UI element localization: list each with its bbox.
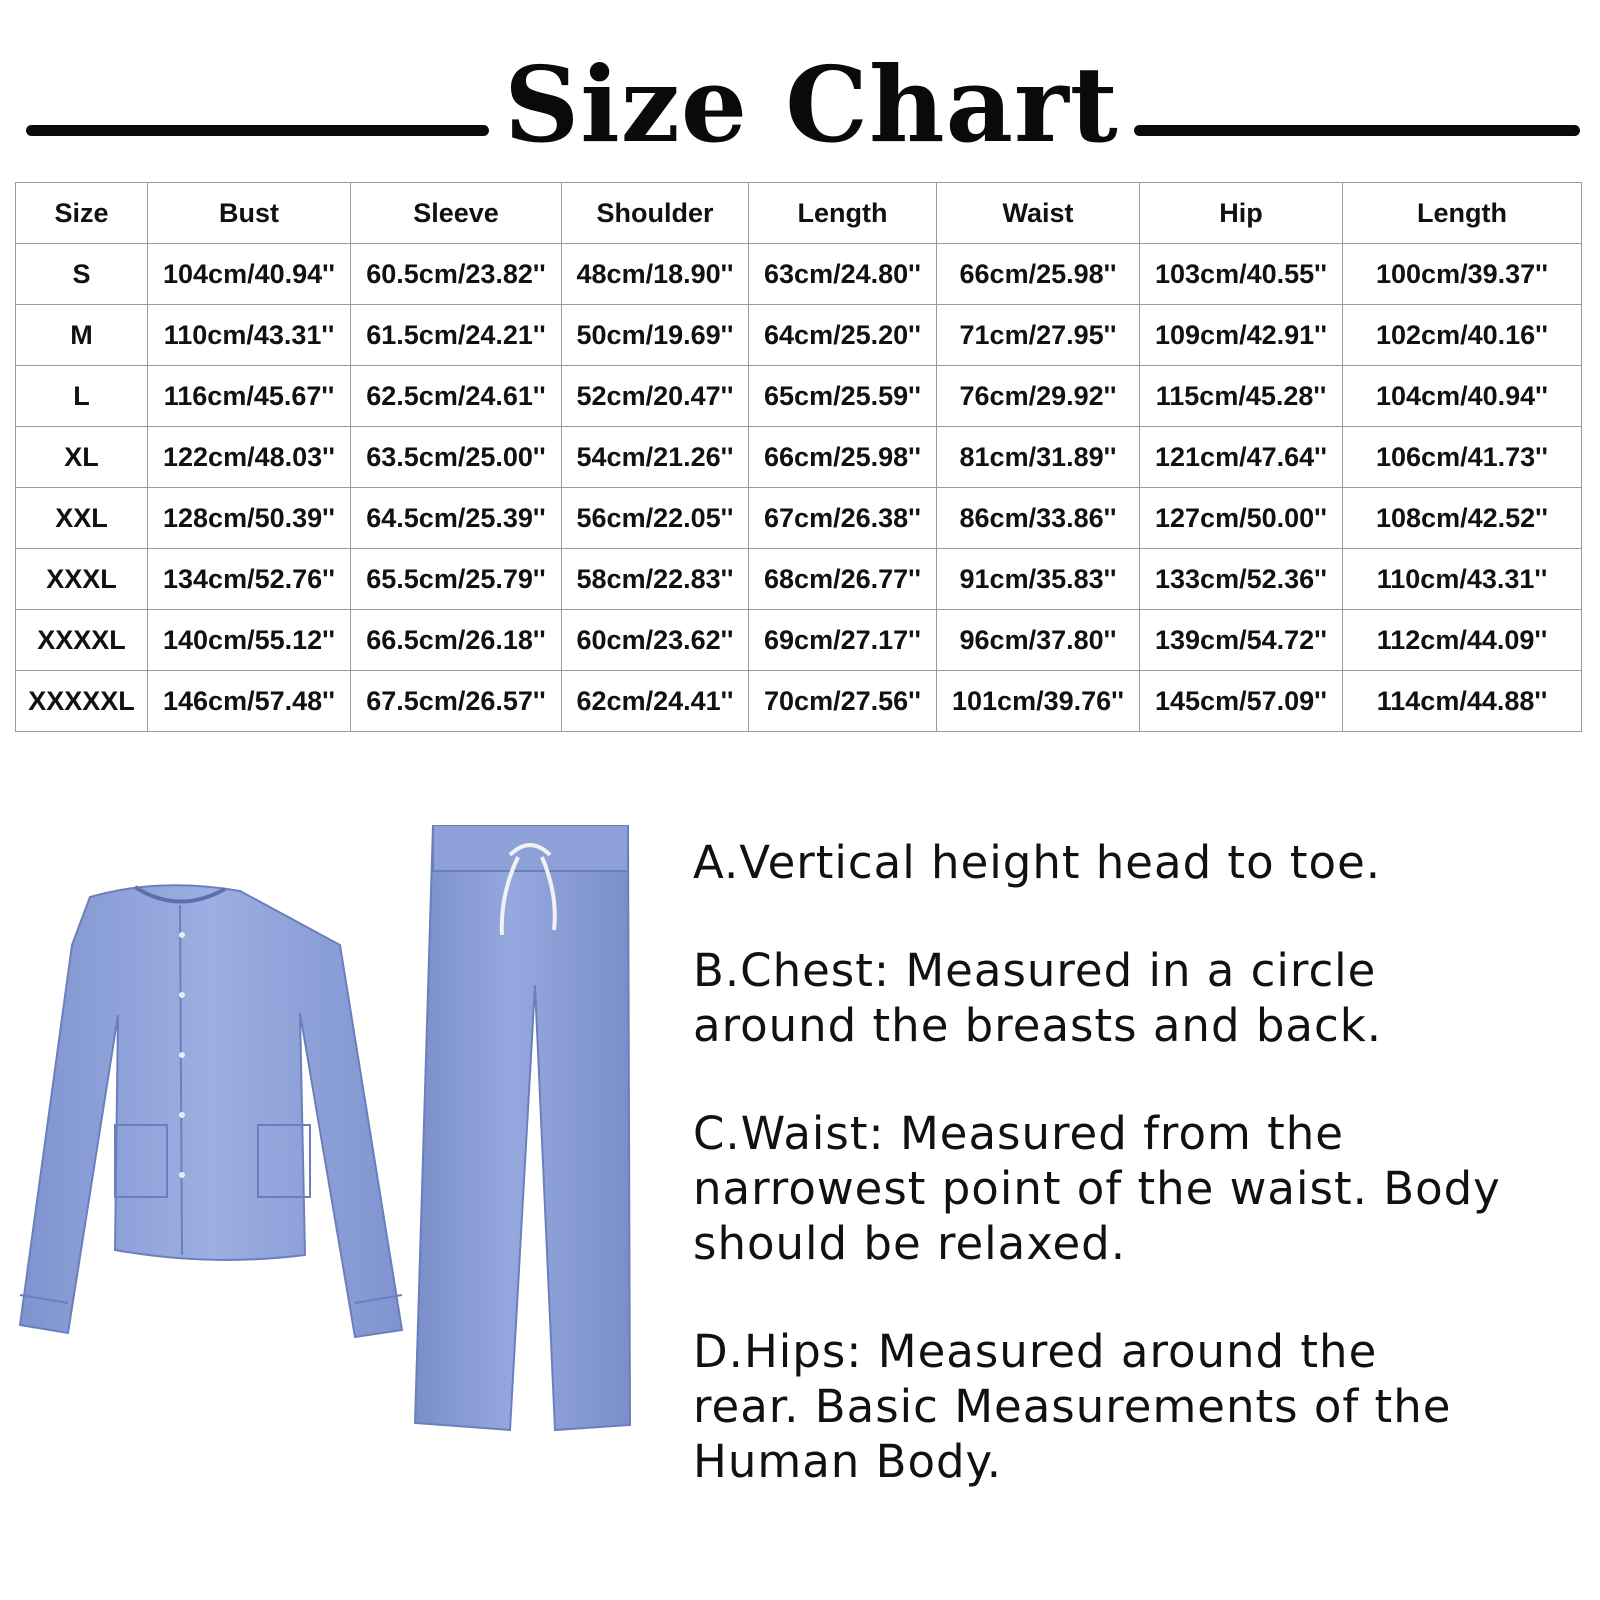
table-cell: 127cm/50.00'': [1140, 488, 1343, 549]
table-cell: 91cm/35.83'': [937, 549, 1140, 610]
table-cell: 58cm/22.83'': [562, 549, 749, 610]
note-0: [693, 835, 1583, 890]
table-cell: XL: [16, 427, 148, 488]
table-cell: 106cm/41.73'': [1343, 427, 1582, 488]
table-cell: 104cm/40.94'': [1343, 366, 1582, 427]
table-cell: 103cm/40.55'': [1140, 244, 1343, 305]
table-cell: 133cm/52.36'': [1140, 549, 1343, 610]
table-cell: 110cm/43.31'': [148, 305, 351, 366]
size-table: [15, 182, 1582, 732]
table-cell: 60cm/23.62'': [562, 610, 749, 671]
table-cell: 145cm/57.09'': [1140, 671, 1343, 732]
table-cell: 121cm/47.64'': [1140, 427, 1343, 488]
table-cell: 96cm/37.80'': [937, 610, 1140, 671]
note-line: D.Hips: Measured around the: [693, 1325, 1378, 1378]
table-cell: 61.5cm/24.21'': [351, 305, 562, 366]
note-3: [693, 1324, 1583, 1489]
note-line: Human Body.: [693, 1435, 1003, 1488]
table-cell: 63cm/24.80'': [749, 244, 937, 305]
table-cell: 134cm/52.76'': [148, 549, 351, 610]
table-cell: XXXXL: [16, 610, 148, 671]
column-header-3: Shoulder: [562, 183, 749, 244]
note-line: B.Chest: Measured in a circle: [693, 944, 1377, 997]
table-cell: 64.5cm/25.39'': [351, 488, 562, 549]
note-line: around the breasts and back.: [693, 999, 1383, 1052]
table-cell: 67cm/26.38'': [749, 488, 937, 549]
table-header-row: [16, 183, 1582, 244]
table-row: [16, 488, 1582, 549]
table-row: [16, 427, 1582, 488]
table-cell: M: [16, 305, 148, 366]
table-cell: 70cm/27.56'': [749, 671, 937, 732]
table-cell: 100cm/39.37'': [1343, 244, 1582, 305]
column-header-4: Length: [749, 183, 937, 244]
table-body: [16, 244, 1582, 732]
table-cell: 68cm/26.77'': [749, 549, 937, 610]
table-cell: 110cm/43.31'': [1343, 549, 1582, 610]
table-cell: S: [16, 244, 148, 305]
table-cell: 71cm/27.95'': [937, 305, 1140, 366]
table-row: [16, 244, 1582, 305]
column-header-6: Hip: [1140, 183, 1343, 244]
measurement-notes: [693, 835, 1583, 1489]
column-header-7: Length: [1343, 183, 1582, 244]
column-header-0: Size: [16, 183, 148, 244]
table-cell: 109cm/42.91'': [1140, 305, 1343, 366]
table-cell: 86cm/33.86'': [937, 488, 1140, 549]
table-cell: 128cm/50.39'': [148, 488, 351, 549]
table-cell: 115cm/45.28'': [1140, 366, 1343, 427]
table-cell: 104cm/40.94'': [148, 244, 351, 305]
note-line: should be relaxed.: [693, 1217, 1127, 1270]
table-cell: 50cm/19.69'': [562, 305, 749, 366]
column-header-1: Bust: [148, 183, 351, 244]
table-cell: 64cm/25.20'': [749, 305, 937, 366]
table-row: [16, 671, 1582, 732]
page-title: Size Chart: [504, 43, 1119, 166]
product-photo: [10, 825, 660, 1475]
table-cell: 66cm/25.98'': [749, 427, 937, 488]
table-cell: 116cm/45.67'': [148, 366, 351, 427]
table-cell: 65.5cm/25.79'': [351, 549, 562, 610]
table-row: [16, 549, 1582, 610]
note-line: narrowest point of the waist. Body: [693, 1162, 1501, 1215]
table-cell: XXL: [16, 488, 148, 549]
table-cell: 102cm/40.16'': [1343, 305, 1582, 366]
note-line: rear. Basic Measurements of the: [693, 1380, 1452, 1433]
table-cell: L: [16, 366, 148, 427]
table-cell: 62.5cm/24.61'': [351, 366, 562, 427]
table-cell: 112cm/44.09'': [1343, 610, 1582, 671]
table-cell: 66cm/25.98'': [937, 244, 1140, 305]
table-cell: 65cm/25.59'': [749, 366, 937, 427]
table-cell: 146cm/57.48'': [148, 671, 351, 732]
table-cell: 114cm/44.88'': [1343, 671, 1582, 732]
column-header-2: Sleeve: [351, 183, 562, 244]
title-rule-right: [1134, 125, 1580, 136]
table-cell: 122cm/48.03'': [148, 427, 351, 488]
table-cell: XXXXXL: [16, 671, 148, 732]
table-cell: 48cm/18.90'': [562, 244, 749, 305]
pants-garment: [415, 825, 630, 1430]
table-row: [16, 366, 1582, 427]
table-cell: 66.5cm/26.18'': [351, 610, 562, 671]
title-banner: [0, 30, 1600, 166]
table-row: [16, 610, 1582, 671]
table-cell: 60.5cm/23.82'': [351, 244, 562, 305]
table-row: [16, 305, 1582, 366]
table-cell: 69cm/27.17'': [749, 610, 937, 671]
column-header-5: Waist: [937, 183, 1140, 244]
note-2: [693, 1106, 1583, 1271]
note-line: C.Waist: Measured from the: [693, 1107, 1344, 1160]
table-cell: 52cm/20.47'': [562, 366, 749, 427]
note-line: A.Vertical height head to toe.: [693, 836, 1382, 889]
table-cell: 63.5cm/25.00'': [351, 427, 562, 488]
table-cell: 139cm/54.72'': [1140, 610, 1343, 671]
table-cell: 108cm/42.52'': [1343, 488, 1582, 549]
table-cell: 140cm/55.12'': [148, 610, 351, 671]
table-cell: 76cm/29.92'': [937, 366, 1140, 427]
top-garment: [20, 885, 402, 1337]
title-rule-left: [26, 125, 489, 136]
table-cell: XXXL: [16, 549, 148, 610]
table-cell: 67.5cm/26.57'': [351, 671, 562, 732]
table-cell: 101cm/39.76'': [937, 671, 1140, 732]
note-1: [693, 943, 1583, 1053]
table-cell: 56cm/22.05'': [562, 488, 749, 549]
table-cell: 62cm/24.41'': [562, 671, 749, 732]
table-cell: 54cm/21.26'': [562, 427, 749, 488]
table-cell: 81cm/31.89'': [937, 427, 1140, 488]
